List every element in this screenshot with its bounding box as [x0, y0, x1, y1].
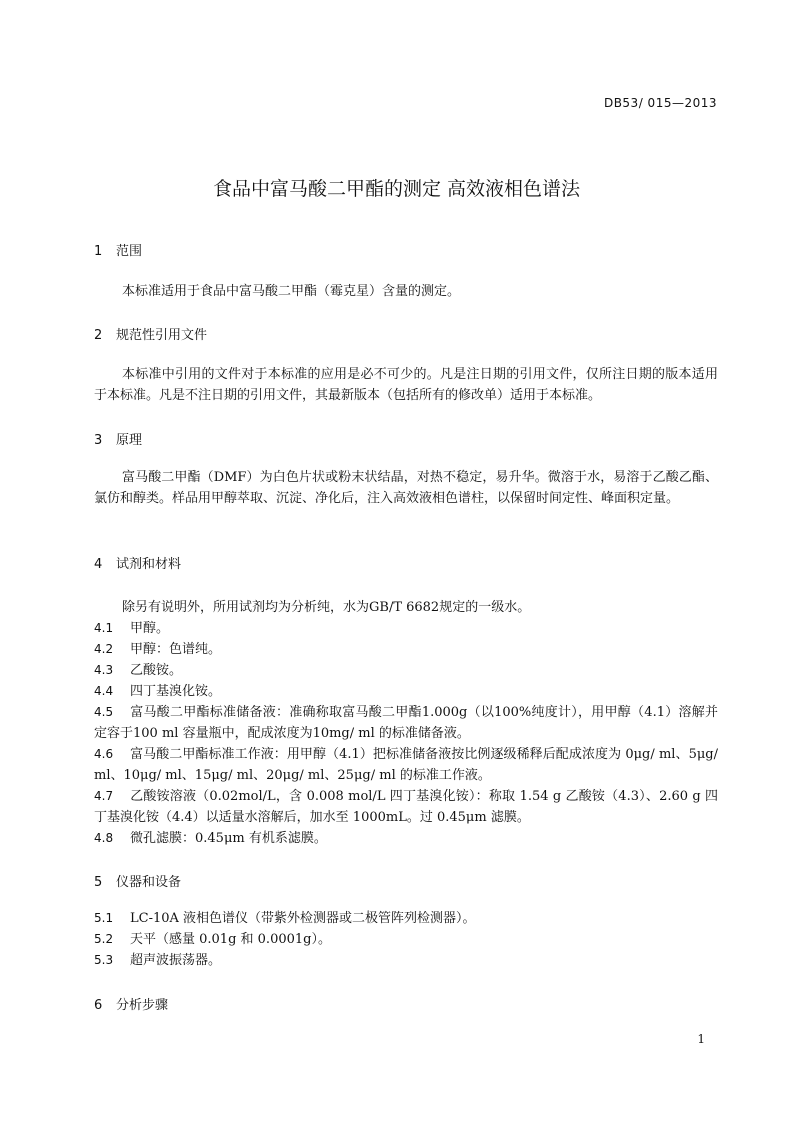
- section-2-paragraph: 本标准中引用的文件对于本标准的应用是必不可少的。凡是注日期的引用文件，仅所注日期的版本适用于本标准。凡是不注日期的引用文件，其最新版本（包括所有的修改单）适用于本标准。: [94, 367, 718, 403]
- item-number: 4.8: [94, 831, 114, 845]
- section-1-paragraph: 本标准适用于食品中富马酸二甲酯（霉克星）含量的测定。: [122, 284, 461, 299]
- document-title: 食品中富马酸二甲酯的测定 高效液相色谱法: [212, 178, 581, 200]
- section-2-heading: [94, 324, 207, 343]
- document-number: DB53/ 015—2013: [603, 96, 717, 110]
- item-text: 富马酸二甲酯标准工作液：用甲醇（4.1）把标准储备液按比例逐级稀释后配成浓度为 0μg/ ml、5μg/ ml、10μg/ ml、15μg/ ml、20μg/ ml、25μg/ ml 的标准工作液。: [94, 747, 718, 783]
- item-4-1: [94, 618, 718, 639]
- section-3-heading: [94, 429, 142, 448]
- section-title: 原理: [116, 433, 143, 448]
- item-text: 甲醇。: [130, 621, 170, 636]
- section-1-heading: [94, 240, 142, 259]
- item-text: LC-10A 液相色谱仪（带紫外检测器或二极管阵列检测器）。: [130, 911, 476, 926]
- item-number: 5.1: [94, 911, 114, 925]
- item-text: 超声波振荡器。: [130, 953, 222, 968]
- item-text: 乙酸铵溶液（0.02mol/L，含 0.008 mol/L 四丁基溴化铵）：称取 1.54 g 乙酸铵（4.3）、2.60 g 四丁基溴化铵（4.4）以适量水溶解后，加水至 1000mL。过 0.45μm 滤膜。: [94, 789, 718, 825]
- item-5-3: [94, 950, 718, 971]
- section-title: 仪器和设备: [116, 875, 182, 890]
- item-4-4: [94, 681, 718, 702]
- section-number: 6: [94, 998, 103, 1013]
- item-text: 微孔滤膜：0.45μm 有机系滤膜。: [130, 831, 327, 846]
- item-4-6: [94, 744, 718, 786]
- section-number: 5: [94, 875, 103, 890]
- item-number: 4.1: [94, 621, 114, 635]
- item-4-3: [94, 660, 718, 681]
- section-number: 2: [94, 328, 103, 343]
- item-5-2: [94, 929, 718, 950]
- item-5-1: [94, 908, 718, 929]
- section-title: 范围: [116, 244, 143, 259]
- item-4-2: [94, 639, 718, 660]
- item-4-7: [94, 786, 718, 828]
- item-number: 5.2: [94, 932, 114, 946]
- item-number: 5.3: [94, 953, 114, 967]
- page-number: 1: [697, 1032, 705, 1046]
- item-number: 4.3: [94, 663, 114, 677]
- item-number: 4.5: [94, 705, 114, 719]
- item-text: 天平（感量 0.01g 和 0.0001g）。: [130, 932, 331, 947]
- section-number: 3: [94, 433, 103, 448]
- item-text: 乙酸铵。: [130, 663, 183, 678]
- item-number: 4.4: [94, 684, 114, 698]
- item-text: 甲醇：色谱纯。: [130, 642, 222, 657]
- section-6-heading: [94, 994, 168, 1013]
- item-number: 4.7: [94, 789, 114, 803]
- item-number: 4.2: [94, 642, 114, 656]
- section-4-paragraph: 除另有说明外，所用试剂均为分析纯，水为GB/T 6682规定的一级水。: [122, 600, 531, 615]
- section-5-heading: [94, 871, 181, 890]
- item-number: 4.6: [94, 747, 114, 761]
- section-title: 试剂和材料: [116, 557, 182, 572]
- section-number: 4: [94, 557, 103, 572]
- item-4-5: [94, 702, 718, 744]
- item-text: 四丁基溴化铵。: [130, 684, 222, 699]
- section-number: 1: [94, 244, 103, 259]
- section-4-heading: [94, 553, 181, 572]
- section-title: 分析步骤: [116, 998, 169, 1013]
- item-4-8: [94, 828, 718, 849]
- section-title: 规范性引用文件: [116, 328, 208, 343]
- item-text: 富马酸二甲酯标准储备液：准确称取富马酸二甲酯1.000g（以100%纯度计），用甲醇（4.1）溶解并定容于100 ml 容量瓶中，配成浓度为10mg/ ml 的标准储备液。: [94, 705, 718, 741]
- section-3-paragraph: 富马酸二甲酯（DMF）为白色片状或粉末状结晶，对热不稳定，易升华。微溶于水，易溶于乙酸乙酯、氯仿和醇类。样品用甲醇萃取、沉淀、净化后，注入高效液相色谱柱，以保留时间定性、峰面积定量。: [94, 470, 718, 506]
